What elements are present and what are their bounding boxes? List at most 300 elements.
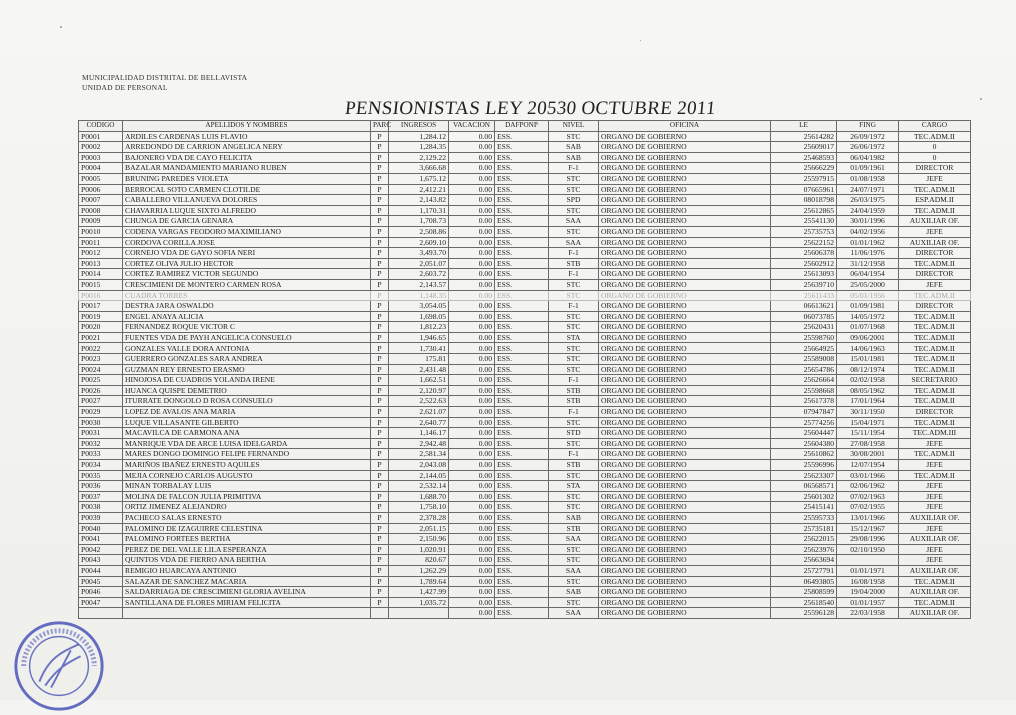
- cell-codigo: P0038: [79, 502, 123, 513]
- cell-nivel: F-1: [549, 248, 599, 259]
- cell-parc: P: [371, 311, 389, 322]
- cell-parc: P: [371, 354, 389, 365]
- cell-oficina: ORGANO DE GOBIERNO: [599, 332, 771, 343]
- cell-vacacion: 0.00: [449, 449, 495, 460]
- cell-apellidos: CORTEZ OLIVA JULIO HECTOR: [123, 258, 371, 269]
- cell-fing: [837, 555, 899, 566]
- cell-nivel: STC: [549, 417, 599, 428]
- cell-cargo: TEC.ADM.II: [899, 470, 971, 481]
- cell-dafponp: ESS.: [495, 544, 549, 555]
- cell-codigo: P0003: [79, 152, 123, 163]
- cell-dafponp: ESS.: [495, 258, 549, 269]
- cell-apellidos: FUENTES VDA DE PAYH ANGELICA CONSUELO: [123, 332, 371, 343]
- cell-cargo: TEC.ADM.II: [899, 364, 971, 375]
- cell-vacacion: 0.00: [449, 597, 495, 608]
- cell-dafponp: ESS.: [495, 534, 549, 545]
- cell-le: 06613621: [771, 301, 837, 312]
- cell-vacacion: 0.00: [449, 258, 495, 269]
- cell-fing: 02/10/1950: [837, 544, 899, 555]
- cell-oficina: ORGANO DE GOBIERNO: [599, 449, 771, 460]
- cell-dafponp: ESS.: [495, 364, 549, 375]
- cell-le: 25620431: [771, 322, 837, 333]
- cell-fing: 13/01/1966: [837, 512, 899, 523]
- cell-codigo: P0029: [79, 407, 123, 418]
- table-row: [79, 481, 971, 492]
- cell-fing: 30/08/2001: [837, 449, 899, 460]
- cell-cargo: JEFE: [899, 279, 971, 290]
- cell-parc: P: [371, 184, 389, 195]
- cell-ingresos: 1,789.64: [389, 576, 449, 587]
- cell-le: 25596996: [771, 460, 837, 471]
- table-row: [79, 523, 971, 534]
- cell-fing: 12/07/1954: [837, 460, 899, 471]
- cell-dafponp: ESS.: [495, 512, 549, 523]
- table-row: [79, 544, 971, 555]
- cell-oficina: ORGANO DE GOBIERNO: [599, 438, 771, 449]
- cell-codigo: P0014: [79, 269, 123, 280]
- cell-codigo: P0047: [79, 597, 123, 608]
- cell-vacacion: 0.00: [449, 407, 495, 418]
- cell-codigo: P0005: [79, 173, 123, 184]
- cell-le: 25639710: [771, 279, 837, 290]
- cell-ingresos: 2,522.63: [389, 396, 449, 407]
- table-row: [79, 290, 971, 301]
- cell-dafponp: ESS.: [495, 396, 549, 407]
- cell-dafponp: ESS.: [495, 385, 549, 396]
- cell-cargo: AUXILIAR OF.: [899, 237, 971, 248]
- cell-fing: 15/04/1971: [837, 417, 899, 428]
- cell-fing: 19/04/2000: [837, 587, 899, 598]
- cell-oficina: ORGANO DE GOBIERNO: [599, 343, 771, 354]
- cell-nivel: SAA: [549, 608, 599, 619]
- cell-cargo: TEC.ADM.II: [899, 396, 971, 407]
- cell-dafponp: ESS.: [495, 131, 549, 142]
- cell-cargo: AUXILIAR OF.: [899, 608, 971, 619]
- cell-vacacion: 0.00: [449, 195, 495, 206]
- cell-dafponp: ESS.: [495, 173, 549, 184]
- col-header-fing: FING: [837, 121, 899, 132]
- cell-nivel: STC: [549, 343, 599, 354]
- cell-apellidos: MACAVILCA DE CARMONA ANA: [123, 428, 371, 439]
- cell-nivel: SAB: [549, 152, 599, 163]
- cell-nivel: STC: [549, 311, 599, 322]
- cell-dafponp: ESS.: [495, 523, 549, 534]
- cell-cargo: TEC.ADM.II: [899, 205, 971, 216]
- cell-dafponp: ESS.: [495, 142, 549, 153]
- cell-fing: 01/09/1961: [837, 163, 899, 174]
- cell-oficina: ORGANO DE GOBIERNO: [599, 523, 771, 534]
- cell-vacacion: 0.00: [449, 173, 495, 184]
- cell-vacacion: 0.00: [449, 534, 495, 545]
- table-row: [79, 258, 971, 269]
- cell-ingresos: 1,698.05: [389, 311, 449, 322]
- col-header-oficina: OFICINA: [599, 121, 771, 132]
- cell-parc: P: [371, 385, 389, 396]
- cell-apellidos: CORNEJO VDA DE GAYO SOFIA NERI: [123, 248, 371, 259]
- cell-codigo: P0012: [79, 248, 123, 259]
- cell-apellidos: SALAZAR DE SANCHEZ MACARIA: [123, 576, 371, 587]
- cell-oficina: ORGANO DE GOBIERNO: [599, 142, 771, 153]
- cell-apellidos: LOPEZ DE AVALOS ANA MARIA: [123, 407, 371, 418]
- cell-parc: P: [371, 555, 389, 566]
- cell-parc: P: [371, 491, 389, 502]
- cell-nivel: STB: [549, 385, 599, 396]
- cell-cargo: TEC.ADM.II: [899, 131, 971, 142]
- cell-fing: 17/01/1964: [837, 396, 899, 407]
- cell-nivel: STC: [549, 226, 599, 237]
- cell-le: 25468593: [771, 152, 837, 163]
- cell-apellidos: LUQUE VILLASANTE GILBERTO: [123, 417, 371, 428]
- cell-ingresos: 1,262.29: [389, 565, 449, 576]
- cell-apellidos: GUERRERO GONZALES SARA ANDREA: [123, 354, 371, 365]
- cell-ingresos: 1,427.99: [389, 587, 449, 598]
- cell-apellidos: CHAVARRIA LUQUE SIXTO ALFREDO: [123, 205, 371, 216]
- cell-apellidos: SANTILLANA DE FLORES MIRIAM FELICITA: [123, 597, 371, 608]
- cell-apellidos: QUINTOS VDA DE FIERRO ANA BERTHA: [123, 555, 371, 566]
- cell-parc: P: [371, 460, 389, 471]
- cell-apellidos: PACHECO SALAS ERNESTO: [123, 512, 371, 523]
- cell-vacacion: 0.00: [449, 248, 495, 259]
- cell-le: 25774256: [771, 417, 837, 428]
- cell-oficina: ORGANO DE GOBIERNO: [599, 163, 771, 174]
- cell-codigo: P0006: [79, 184, 123, 195]
- table-row: [79, 142, 971, 153]
- cell-ingresos: 2,609.10: [389, 237, 449, 248]
- cell-oficina: ORGANO DE GOBIERNO: [599, 587, 771, 598]
- cell-parc: P: [371, 407, 389, 418]
- cell-parc: P: [371, 544, 389, 555]
- cell-oficina: ORGANO DE GOBIERNO: [599, 258, 771, 269]
- cell-codigo: P0023: [79, 354, 123, 365]
- cell-cargo: TEC.ADM.II: [899, 184, 971, 195]
- cell-codigo: P0041: [79, 534, 123, 545]
- cell-cargo: ESP.ADM.II: [899, 195, 971, 206]
- cell-ingresos: 2,143.57: [389, 279, 449, 290]
- cell-le: 06568571: [771, 481, 837, 492]
- cell-oficina: ORGANO DE GOBIERNO: [599, 534, 771, 545]
- cell-oficina: ORGANO DE GOBIERNO: [599, 407, 771, 418]
- col-header-vacacion: VACACION: [449, 121, 495, 132]
- cell-parc: P: [371, 343, 389, 354]
- cell-le: 25617378: [771, 396, 837, 407]
- cell-oficina: ORGANO DE GOBIERNO: [599, 226, 771, 237]
- cell-le: 25727791: [771, 565, 837, 576]
- table-row: [79, 364, 971, 375]
- cell-cargo: TEC.ADM.II: [899, 576, 971, 587]
- cell-codigo: P0020: [79, 322, 123, 333]
- cell-vacacion: 0.00: [449, 375, 495, 386]
- cell-oficina: ORGANO DE GOBIERNO: [599, 576, 771, 587]
- cell-oficina: ORGANO DE GOBIERNO: [599, 195, 771, 206]
- cell-vacacion: 0.00: [449, 301, 495, 312]
- cell-vacacion: 0.00: [449, 311, 495, 322]
- cell-fing: 15/01/1981: [837, 354, 899, 365]
- table-row: [79, 226, 971, 237]
- cell-nivel: STC: [549, 184, 599, 195]
- table-row: [79, 195, 971, 206]
- cell-parc: P: [371, 269, 389, 280]
- cell-nivel: F-1: [549, 407, 599, 418]
- cell-oficina: ORGANO DE GOBIERNO: [599, 354, 771, 365]
- cell-le: 25735181: [771, 523, 837, 534]
- cell-dafponp: ESS.: [495, 301, 549, 312]
- cell-cargo: TEC.ADM.II: [899, 449, 971, 460]
- cell-codigo: P0046: [79, 587, 123, 598]
- cell-ingresos: 1,284.12: [389, 131, 449, 142]
- cell-oficina: ORGANO DE GOBIERNO: [599, 491, 771, 502]
- cell-apellidos: CHUNGA DE GARCIA GENARA: [123, 216, 371, 227]
- cell-apellidos: CORTEZ RAMIREZ VICTOR SEGUNDO: [123, 269, 371, 280]
- cell-codigo: P0027: [79, 396, 123, 407]
- cell-oficina: ORGANO DE GOBIERNO: [599, 544, 771, 555]
- cell-le: 25664925: [771, 343, 837, 354]
- cell-parc: P: [371, 576, 389, 587]
- cell-ingresos: 2,120.97: [389, 385, 449, 396]
- cell-codigo: P0043: [79, 555, 123, 566]
- cell-fing: 30/01/1996: [837, 216, 899, 227]
- cell-cargo: JEFE: [899, 460, 971, 471]
- cell-vacacion: 0.00: [449, 576, 495, 587]
- table-row: [79, 597, 971, 608]
- cell-oficina: ORGANO DE GOBIERNO: [599, 608, 771, 619]
- cell-parc: P: [371, 534, 389, 545]
- col-header-apellidos: APELLIDOS Y NOMBRES: [123, 121, 371, 132]
- cell-oficina: ORGANO DE GOBIERNO: [599, 460, 771, 471]
- cell-cargo: TEC.ADM.II: [899, 385, 971, 396]
- cell-cargo: TEC.ADM.II: [899, 322, 971, 333]
- col-header-parc: PARC: [371, 121, 389, 132]
- cell-cargo: TEC.ADM.II: [899, 258, 971, 269]
- cell-le: 25654786: [771, 364, 837, 375]
- cell-cargo: TEC.ADM.II: [899, 597, 971, 608]
- cell-fing: 01/01/1957: [837, 597, 899, 608]
- cell-parc: P: [371, 142, 389, 153]
- cell-parc: P: [371, 375, 389, 386]
- cell-dafponp: ESS.: [495, 460, 549, 471]
- cell-fing: 02/02/1958: [837, 375, 899, 386]
- cell-nivel: STC: [549, 290, 599, 301]
- cell-nivel: STB: [549, 396, 599, 407]
- cell-apellidos: HINOJOSA DE CUADROS YOLANDA IRENE: [123, 375, 371, 386]
- cell-oficina: ORGANO DE GOBIERNO: [599, 364, 771, 375]
- table-row: [79, 184, 971, 195]
- cell-le: 25606378: [771, 248, 837, 259]
- cell-ingresos: 2,043.08: [389, 460, 449, 471]
- cell-vacacion: 0.00: [449, 269, 495, 280]
- col-header-le: LE: [771, 121, 837, 132]
- cell-parc: P: [371, 301, 389, 312]
- cell-parc: P: [371, 216, 389, 227]
- table-row: [79, 385, 971, 396]
- cell-apellidos: PEREZ DE DEL VALLE LILA ESPERANZA: [123, 544, 371, 555]
- cell-vacacion: 0.00: [449, 279, 495, 290]
- cell-vacacion: 0.00: [449, 131, 495, 142]
- cell-cargo: JEFE: [899, 523, 971, 534]
- cell-parc: P: [371, 290, 389, 301]
- cell-apellidos: GUZMAN REY ERNESTO ERASMO: [123, 364, 371, 375]
- cell-vacacion: 0.00: [449, 396, 495, 407]
- cell-vacacion: 0.00: [449, 608, 495, 619]
- cell-le: 25596128: [771, 608, 837, 619]
- cell-ingresos: 175.81: [389, 354, 449, 365]
- cell-nivel: SAA: [549, 237, 599, 248]
- cell-dafponp: ESS.: [495, 608, 549, 619]
- cell-ingresos: 2,378.28: [389, 512, 449, 523]
- cell-vacacion: 0.00: [449, 237, 495, 248]
- cell-fing: 29/08/1996: [837, 534, 899, 545]
- cell-fing: 24/04/1959: [837, 205, 899, 216]
- cell-dafponp: ESS.: [495, 343, 549, 354]
- cell-dafponp: ESS.: [495, 226, 549, 237]
- cell-nivel: STC: [549, 364, 599, 375]
- cell-fing: 01/01/1971: [837, 565, 899, 576]
- cell-codigo: P0015: [79, 279, 123, 290]
- table-row: [79, 512, 971, 523]
- cell-fing: 03/01/1966: [837, 470, 899, 481]
- cell-le: 25613093: [771, 269, 837, 280]
- cell-nivel: STC: [549, 173, 599, 184]
- cell-fing: 15/11/1954: [837, 428, 899, 439]
- cell-dafponp: ESS.: [495, 354, 549, 365]
- cell-parc: P: [371, 226, 389, 237]
- cell-dafponp: ESS.: [495, 438, 549, 449]
- cell-nivel: STC: [549, 597, 599, 608]
- cell-dafponp: ESS.: [495, 449, 549, 460]
- cell-apellidos: GONZALES VALLE DORA ANTONIA: [123, 343, 371, 354]
- cell-cargo: 0: [899, 152, 971, 163]
- cell-dafponp: ESS.: [495, 216, 549, 227]
- cell-oficina: ORGANO DE GOBIERNO: [599, 396, 771, 407]
- table-row: [79, 311, 971, 322]
- cell-fing: 01/09/1981: [837, 301, 899, 312]
- cell-fing: 07/02/1963: [837, 491, 899, 502]
- cell-cargo: TEC.ADM.II: [899, 417, 971, 428]
- cell-ingresos: 1,675.12: [389, 173, 449, 184]
- cell-codigo: P0024: [79, 364, 123, 375]
- cell-le: 25622015: [771, 534, 837, 545]
- cell-vacacion: 0.00: [449, 343, 495, 354]
- cell-fing: 11/06/1976: [837, 248, 899, 259]
- cell-nivel: STC: [549, 544, 599, 555]
- table-row: [79, 248, 971, 259]
- cell-codigo: P0019: [79, 311, 123, 322]
- table-row: [79, 460, 971, 471]
- cell-codigo: P0044: [79, 565, 123, 576]
- cell-nivel: STC: [549, 131, 599, 142]
- cell-ingresos: 2,144.05: [389, 470, 449, 481]
- cell-le: 25610862: [771, 449, 837, 460]
- cell-dafponp: ESS.: [495, 195, 549, 206]
- cell-vacacion: 0.00: [449, 364, 495, 375]
- cell-ingresos: [389, 608, 449, 619]
- cell-vacacion: 0.00: [449, 184, 495, 195]
- cell-le: 25622152: [771, 237, 837, 248]
- cell-dafponp: ESS.: [495, 248, 549, 259]
- cell-nivel: STC: [549, 322, 599, 333]
- cell-apellidos: MANRIQUE VDA DE ARCE LUISA IDELGARDA: [123, 438, 371, 449]
- cell-parc: [371, 608, 389, 619]
- cell-apellidos: MARES DONGO DOMINGO FELIPE FERNANDO: [123, 449, 371, 460]
- cell-fing: 26/06/1972: [837, 142, 899, 153]
- cell-nivel: STC: [549, 470, 599, 481]
- table-row: [79, 354, 971, 365]
- cell-oficina: ORGANO DE GOBIERNO: [599, 565, 771, 576]
- table-row: [79, 216, 971, 227]
- cell-codigo: P0017: [79, 301, 123, 312]
- table-row: [79, 534, 971, 545]
- cell-cargo: TEC.ADM.II: [899, 290, 971, 301]
- cell-dafponp: ESS.: [495, 576, 549, 587]
- cell-oficina: ORGANO DE GOBIERNO: [599, 279, 771, 290]
- cell-le: 25808599: [771, 587, 837, 598]
- table-header-row: [79, 121, 971, 132]
- cell-nivel: F-1: [549, 269, 599, 280]
- table-row: [79, 131, 971, 142]
- cell-le: 25595733: [771, 512, 837, 523]
- table-row: [79, 269, 971, 280]
- cell-parc: P: [371, 237, 389, 248]
- cell-fing: 08/12/1974: [837, 364, 899, 375]
- cell-cargo: JEFE: [899, 438, 971, 449]
- cell-ingresos: 820.67: [389, 555, 449, 566]
- cell-parc: P: [371, 481, 389, 492]
- cell-parc: P: [371, 173, 389, 184]
- cell-fing: 08/05/1962: [837, 385, 899, 396]
- cell-vacacion: 0.00: [449, 460, 495, 471]
- cell-le: 25589008: [771, 354, 837, 365]
- cell-le: 25604380: [771, 438, 837, 449]
- table-row: [79, 396, 971, 407]
- cell-oficina: ORGANO DE GOBIERNO: [599, 216, 771, 227]
- cell-apellidos: MARIÑOS IBAÑEZ ERNESTO AQUILES: [123, 460, 371, 471]
- cell-parc: P: [371, 512, 389, 523]
- cell-dafponp: ESS.: [495, 481, 549, 492]
- cell-cargo: AUXILIAR OF.: [899, 587, 971, 598]
- cell-nivel: STC: [549, 354, 599, 365]
- document-header: [82, 73, 247, 93]
- cell-codigo: P0025: [79, 375, 123, 386]
- scan-speck: [980, 98, 982, 100]
- cell-oficina: ORGANO DE GOBIERNO: [599, 184, 771, 195]
- cell-parc: P: [371, 279, 389, 290]
- cell-oficina: ORGANO DE GOBIERNO: [599, 322, 771, 333]
- cell-ingresos: 2,150.96: [389, 534, 449, 545]
- cell-cargo: DIRECTOR: [899, 301, 971, 312]
- cell-dafponp: ESS.: [495, 428, 549, 439]
- cell-vacacion: 0.00: [449, 205, 495, 216]
- cell-fing: 25/05/2000: [837, 279, 899, 290]
- cell-parc: P: [371, 205, 389, 216]
- cell-parc: P: [371, 152, 389, 163]
- cell-vacacion: 0.00: [449, 417, 495, 428]
- cell-codigo: P0004: [79, 163, 123, 174]
- cell-apellidos: PALOMINO FORTEES BERTHA: [123, 534, 371, 545]
- col-header-dafponp: DAFPONP: [495, 121, 549, 132]
- cell-dafponp: ESS.: [495, 491, 549, 502]
- cell-vacacion: 0.00: [449, 216, 495, 227]
- cell-fing: 05/01/1956: [837, 290, 899, 301]
- cell-dafponp: ESS.: [495, 417, 549, 428]
- cell-codigo: P0037: [79, 491, 123, 502]
- cell-codigo: P0022: [79, 343, 123, 354]
- cell-apellidos: BAJONERO VDA DE CAYO FELICITA: [123, 152, 371, 163]
- cell-le: 25663694: [771, 555, 837, 566]
- cell-codigo: P0036: [79, 481, 123, 492]
- table-row: [79, 237, 971, 248]
- cell-oficina: ORGANO DE GOBIERNO: [599, 555, 771, 566]
- cell-apellidos: REMIGIO HUARCAYA ANTONIO: [123, 565, 371, 576]
- table-row: [79, 332, 971, 343]
